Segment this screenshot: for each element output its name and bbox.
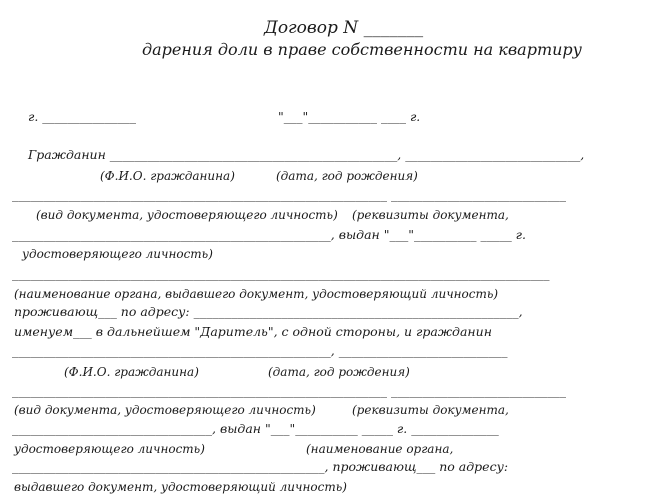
donor-issued-line: ___________________________________________________, выдан "___"__________ _____ г. xyxy=(12,227,526,242)
donee-document-details-caption: (реквизиты документа, xyxy=(352,403,509,417)
donor-name-line: Гражданин ______________________________________________, ____________________________, xyxy=(28,147,585,162)
donor-issuer-line: ______________________________________________________________________________________ xyxy=(12,266,550,281)
donee-issuer-continued: выдавшего документ, удостоверяющий личность) xyxy=(14,480,347,494)
donee-name-line: ___________________________________________________, ___________________________ xyxy=(12,343,508,358)
donee-name-caption: (Ф.И.О. гражданина) xyxy=(64,365,199,379)
donor-identity-caption: удостоверяющего личность) xyxy=(22,247,213,261)
donor-document-line: ____________________________________________________________ ____________________________ xyxy=(12,187,566,202)
city-field: г. _______________ xyxy=(28,109,137,124)
date-field: "___"___________ ____ г. xyxy=(278,109,421,124)
donee-document-caption: (вид документа, удостоверяющего личность) xyxy=(14,403,316,417)
donee-document-line: ____________________________________________________________ ____________________________ xyxy=(12,383,566,398)
contract-title: Договор N _______ xyxy=(264,18,424,38)
donor-document-details-caption: (реквизиты документа, xyxy=(352,208,509,222)
donor-document-caption: (вид документа, удостоверяющего личность) xyxy=(36,208,338,222)
donee-birth-caption: (дата, год рождения) xyxy=(268,365,410,379)
donor-birth-caption: (дата, год рождения) xyxy=(276,169,418,183)
donee-address-line: __________________________________________________, проживающ___ по адресу: xyxy=(12,459,509,474)
donor-issuer-caption: (наименование органа, выдавшего документ, удостоверяющий личность) xyxy=(14,287,499,301)
donee-identity-caption: удостоверяющего личность) xyxy=(14,442,205,456)
donee-issuer-caption: (наименование органа, xyxy=(306,442,454,456)
donor-name-caption: (Ф.И.О. гражданина) xyxy=(100,169,235,183)
contract-subtitle: дарения доли в праве собственности на квартиру xyxy=(142,40,582,59)
donor-party-line: именуем___ в дальнейшем "Даритель", с одной стороны, и гражданин xyxy=(14,324,492,339)
donee-issued-line: ________________________________, выдан "___"__________ _____ г. ______________ xyxy=(12,421,499,436)
donor-address-line: проживающ___ по адресу: ____________________________________________________, xyxy=(14,304,523,319)
